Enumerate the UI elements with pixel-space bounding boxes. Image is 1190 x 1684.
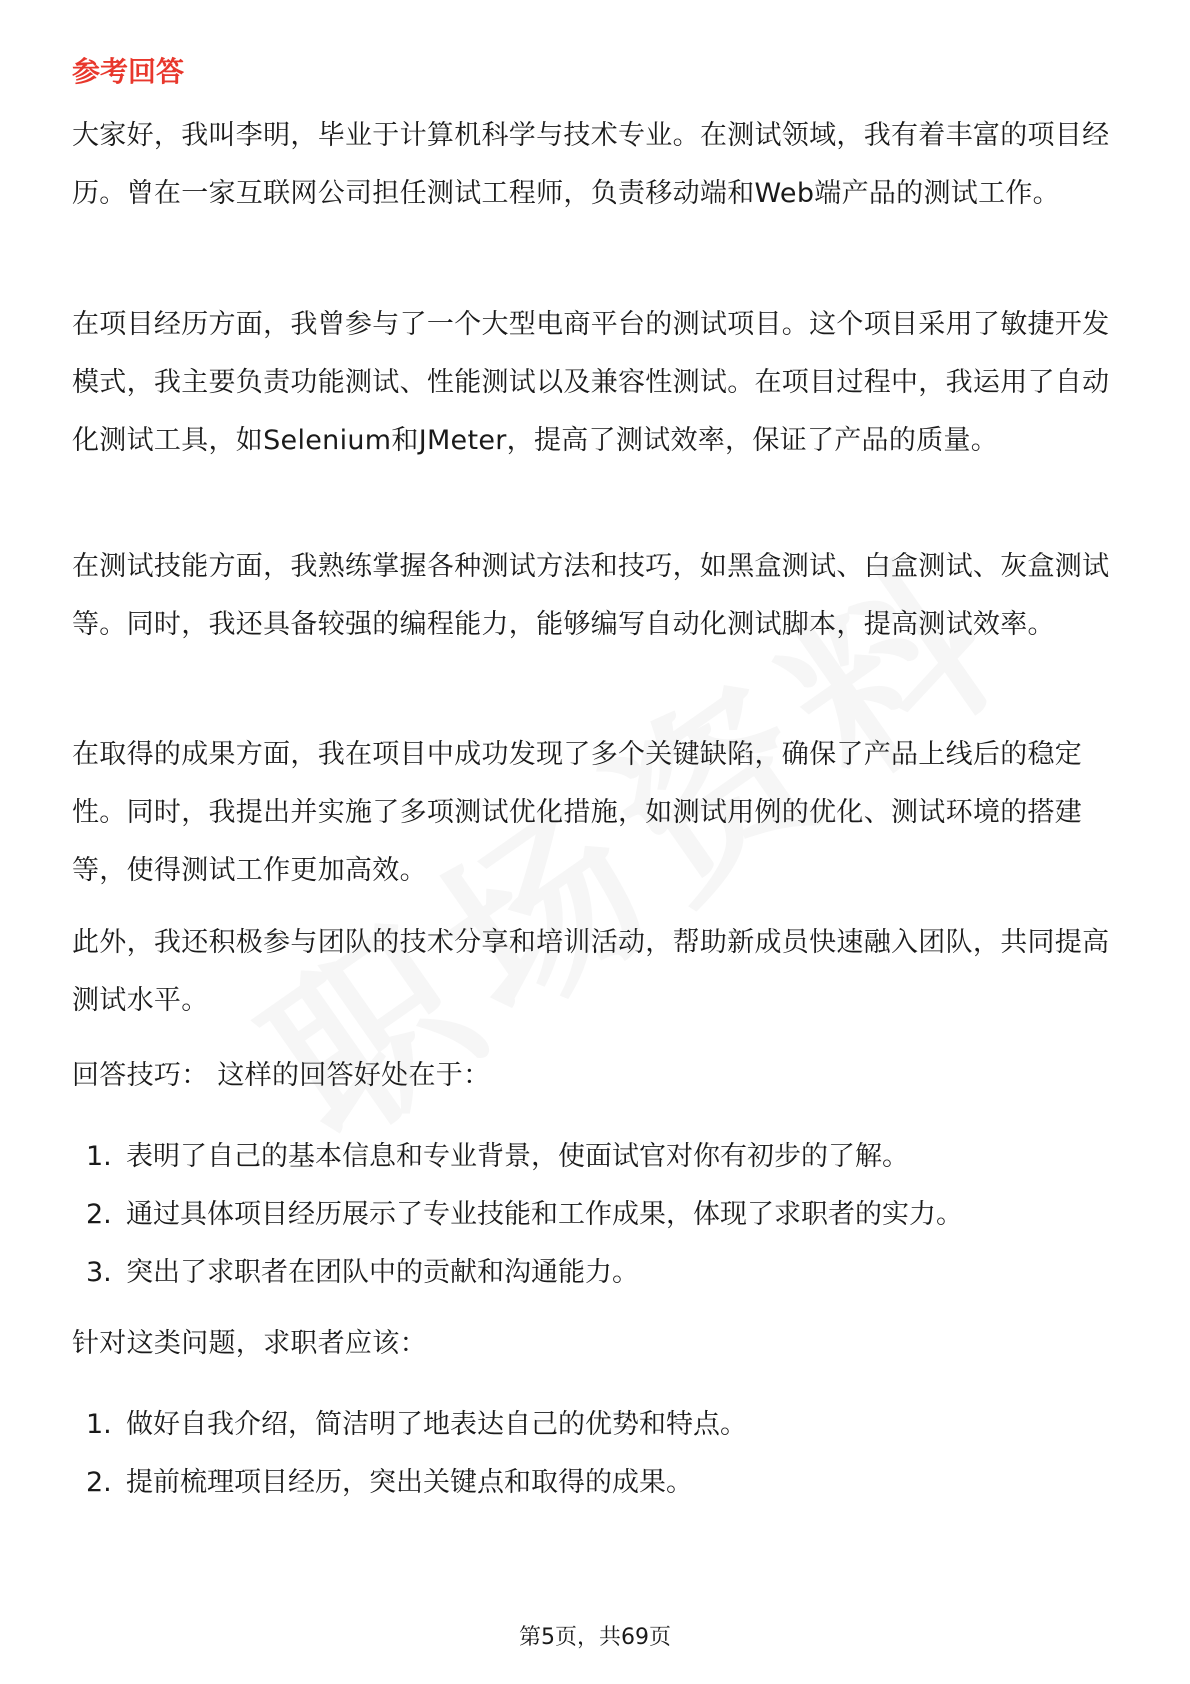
list-text: 提前梳理项目经历，突出关键点和取得的成果。 [126,1467,693,1498]
paragraph-results: 在取得的成果方面，我在项目中成功发现了多个关键缺陷，确保了产品上线后的稳定性。同时，我提出并实施了多项测试优化措施，如测试用例的优化、测试环境的搭建等，使得测试工作更加高效。 [72,739,1083,886]
tips-title: 回答技巧： 这样的回答好处在于： [72,1060,491,1091]
tips-list [72,1128,1122,1302]
list-number: 1. [86,1409,112,1440]
list-text: 做好自我介绍，简洁明了地表达自己的优势和特点。 [126,1409,747,1440]
paragraph-skills: 在测试技能方面，我熟练掌握各种测试方法和技巧，如黑盒测试、白盒测试、灰盒测试等。同时，我还具备较强的编程能力，能够编写自动化测试脚本，提高测试效率。 [72,551,1110,640]
advice-title: 针对这类问题，求职者应该： [72,1328,427,1359]
list-text: 突出了求职者在团队中的贡献和沟通能力。 [126,1257,639,1288]
paragraph-project: 在项目经历方面，我曾参与了一个大型电商平台的测试项目。这个项目采用了敏捷开发模式，我主要负责功能测试、性能测试以及兼容性测试。在项目过程中，我运用了自动化测试工具，如Selenium和JMeter，提高了测试效率，保证了产品的质量。 [72,309,1110,456]
section-heading: 参考回答 [72,55,185,88]
list-number: 1. [86,1141,112,1172]
list-item [72,1396,1122,1454]
list-item [72,1244,1122,1302]
page-number-footer: 第5页，共69页 [519,1625,671,1650]
list-number: 2. [86,1467,112,1498]
advice-list [72,1396,1122,1512]
list-item [72,1186,1122,1244]
list-item [72,1128,1122,1186]
paragraph-intro: 大家好，我叫李明，毕业于计算机科学与技术专业。在测试领域，我有着丰富的项目经历。曾在一家互联网公司担任测试工程师，负责移动端和Web端产品的测试工作。 [72,120,1110,209]
list-number: 2. [86,1199,112,1230]
paragraph-teamwork: 此外，我还积极参与团队的技术分享和培训活动，帮助新成员快速融入团队，共同提高测试水平。 [72,927,1110,1016]
list-item [72,1454,1122,1512]
list-text: 表明了自己的基本信息和专业背景，使面试官对你有初步的了解。 [126,1141,909,1172]
list-number: 3. [86,1257,112,1288]
list-text: 通过具体项目经历展示了专业技能和工作成果，体现了求职者的实力。 [126,1199,963,1230]
